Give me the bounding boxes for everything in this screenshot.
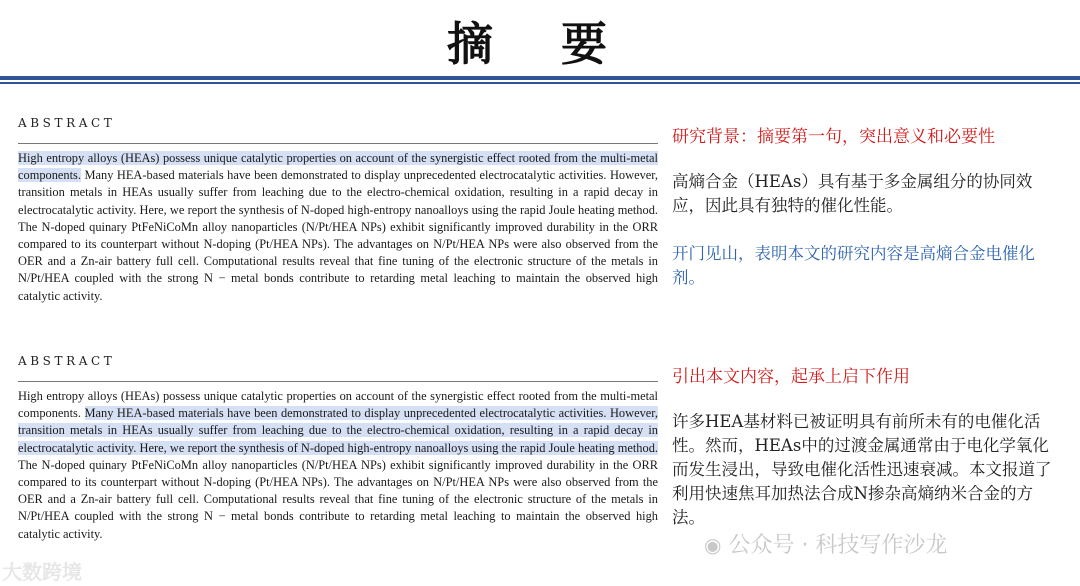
note-transition: 引出本文内容，起承上启下作用: [672, 367, 910, 387]
abstract-heading-1: ABSTRACT: [18, 116, 116, 130]
abstract1-highlight: High entropy alloys (HEAs) possess unique catalytic properties on account of the synergistic effect rooted from the multi-metal components.: [18, 151, 658, 183]
abstract-body-2: [18, 388, 658, 543]
abstract1-rest: Many HEA-based materials have been demonstrated to display unprecedented electrocatalytic activities. However, transition metals in HEAs usually suffer from leaching due to the electro-chemical oxidation, resulting in a rapid decay in electrocatalytic activity. Here, we report the synthesis of N-doped high-entropy nanoalloys using the rapid Joule heating method. The N-doped quinary PtFeNiCoMn alloy nanoparticles (N/Pt/HEA NPs) exhibit significantly improved durability in the ORR compared to its counterpart without N-doping (Pt/HEA NPs). The advantages on N/Pt/HEA NPs were also observed from the OER and a Zn-air battery full cell. Computational results reveal that fine tuning of the electronic structure of the metals in N/Pt/HEA coupled with the strong N − metal bonds contribute to retarding metal leaching to maintain the observed high catalytic activity.: [18, 168, 658, 303]
watermark-right-text: 公众号 · 科技写作沙龙: [728, 533, 948, 558]
wechat-icon: ◉: [704, 533, 722, 557]
title-rule-thick: [0, 76, 1080, 80]
note-background-translation: 高熵合金（HEAs）具有基于多金属组分的协同效应，因此具有独特的催化性能。: [672, 172, 1033, 215]
abstract2-highlight: Many HEA-based materials have been demonstrated to display unprecedented electrocatalytic activities. However, transition metals in HEAs usually suffer from leaching due to the electro-chemical oxidation, resulting in a rapid decay in electrocatalytic activity. Here, we report the synthesis of N-doped high-entropy nanoalloys using the rapid Joule heating method.: [18, 406, 659, 455]
abstract-body-1: [18, 150, 658, 305]
abstract-divider-2: [18, 381, 658, 382]
abstract-divider-1: [18, 143, 658, 144]
abstract2-after: The N-doped quinary PtFeNiCoMn alloy nanoparticles (N/Pt/HEA NPs) exhibit significantly improved durability in the ORR compared to its counterpart without N-doping (Pt/HEA NPs). The advantages on N/Pt/HEA NPs were also observed from the OER and a Zn-air battery full cell. Computational results reveal that fine tuning of the electronic structure of the metals in N/Pt/HEA coupled with the strong N − metal bonds contribute to retarding metal leaching to maintain the observed high catalytic activity.: [18, 457, 658, 541]
watermark-left: 大数跨境: [2, 560, 82, 584]
abstract2-before: High entropy alloys (HEAs) possess unique catalytic properties on account of the synergistic effect rooted from the multi-metal components.: [18, 389, 658, 421]
note-research-background: 研究背景：摘要第一句，突出意义和必要性: [672, 127, 995, 147]
note-transition-translation: 许多HEA基材料已被证明具有前所未有的电催化活性。然而，HEAs中的过渡金属通常由于电化学氧化而发生浸出，导致电催化活性迅速衰减。本文报道了利用快速焦耳加热法合成N掺杂高熵纳米合金的方法。: [672, 412, 1052, 527]
title-rule-thin: [0, 82, 1080, 84]
slide-title: 摘 要: [446, 17, 633, 71]
abstract-heading-2: ABSTRACT: [18, 354, 116, 368]
note-topic-statement: 开门见山，表明本文的研究内容是高熵合金电催化剂。: [672, 244, 1035, 287]
watermark-wechat: [704, 528, 947, 559]
